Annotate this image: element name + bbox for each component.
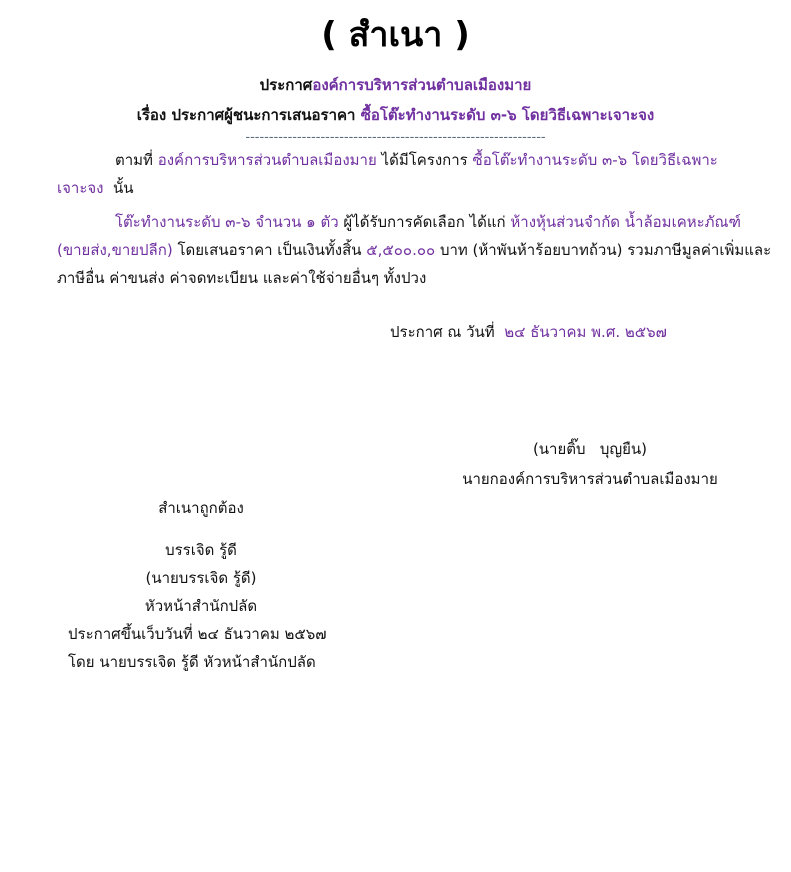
signer-name: (นายติ๊บ บุญยืน)	[532, 440, 648, 458]
dashed-divider: ----------------------------------------------------------------	[245, 130, 546, 145]
body-text-block	[57, 146, 772, 292]
copy-label: ( สำเนา )	[321, 15, 470, 55]
paragraph1-line2: เจาะจง นั้น	[57, 179, 134, 197]
body-paragraph-1	[57, 146, 751, 202]
signature-block	[430, 434, 750, 494]
web-posted-date-line: ประกาศขึ้นเว็บวันที่ ๒๔ ธันวาคม ๒๕๖๗	[68, 625, 327, 643]
certified-copy-block	[68, 494, 334, 676]
spacer	[68, 522, 334, 536]
cert-signer-name: บรรเจิด รู้ดี	[165, 541, 237, 559]
cert-signer-position: หัวหน้าสำนักปลัด	[144, 597, 258, 615]
paragraph2-line3: ภาษีอื่น ค่าขนส่ง ค่าจดทะเบียน และค่าใช้จ่ายอื่นๆ ทั้งปวง	[57, 269, 427, 287]
announcement-date-line: ประกาศ ณ วันที่ ๒๔ ธันวาคม พ.ศ. ๒๕๖๗	[390, 323, 667, 341]
paragraph2-line2: (ขายส่ง,ขายปลีก) โดยเสนอราคา เป็นเงินทั้งสิ้น ๕,๕๐๐.๐๐ บาท (ห้าพันห้าร้อยบาทถ้วน) รวมภาษีมูลค่าเพิ่มและ	[57, 241, 772, 259]
announcement-org-line: ประกาศองค์การบริหารส่วนตำบลเมืองมาย	[259, 76, 532, 94]
paragraph1-line1: ตามที่ องค์การบริหารส่วนตำบลเมืองมาย ได้มีโครงการ ซื้อโต๊ะทำงานระดับ ๓-๖ โดยวิธีเฉพาะ	[115, 151, 718, 169]
certified-copy-label: สำเนาถูกต้อง	[158, 499, 244, 517]
announcement-subject-line: เรื่อง ประกาศผู้ชนะการเสนอราคา ซื้อโต๊ะทำงานระดับ ๓-๖ โดยวิธีเฉพาะเจาะจง	[136, 106, 655, 124]
body-paragraph-2	[57, 208, 772, 292]
signer-position: นายกองค์การบริหารส่วนตำบลเมืองมาย	[462, 470, 718, 488]
web-posted-by-line: โดย นายบรรเจิด รู้ดี หัวหน้าสำนักปลัด	[68, 653, 316, 671]
paragraph2-line1: โต๊ะทำงานระดับ ๓-๖ จำนวน ๑ ตัว ผู้ได้รับการคัดเลือก ได้แก่ ห้างหุ้นส่วนจำกัด น้ำล้อมเคหะภัณฑ์	[115, 213, 741, 231]
cert-signer-name-paren: (นายบรรเจิด รู้ดี)	[145, 569, 257, 587]
